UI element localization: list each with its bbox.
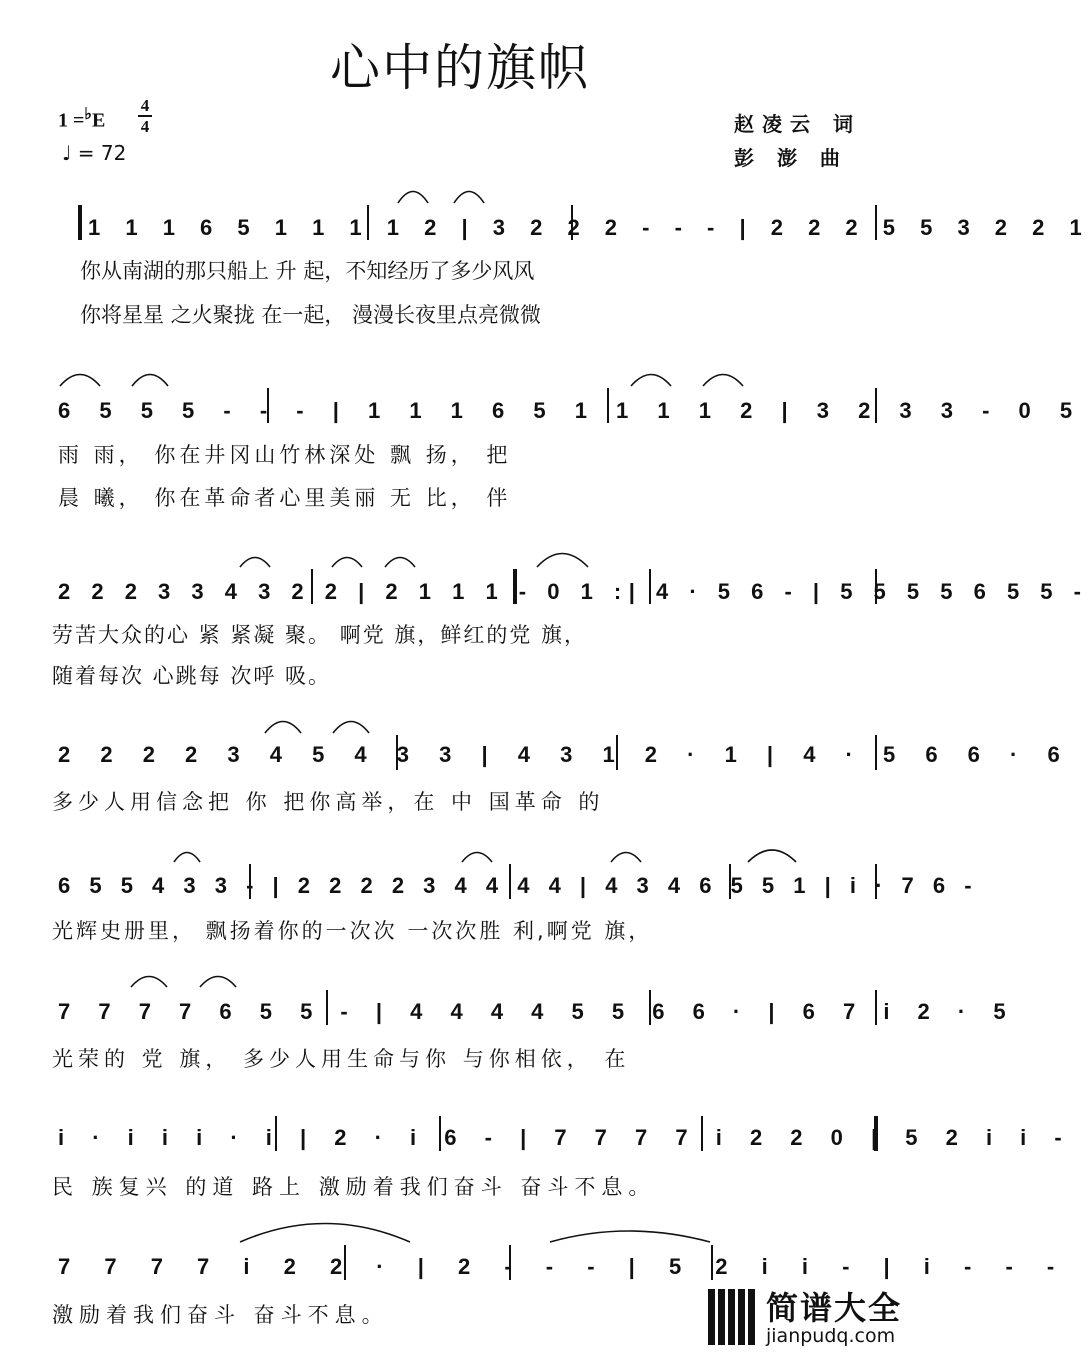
site-logo [706, 1283, 918, 1353]
lyric-line-1b: 你将星星 之火聚拢 在一起， 漫漫长夜里点亮微微 [80, 303, 542, 327]
slur [240, 1224, 410, 1243]
slur [265, 722, 301, 734]
slur [631, 375, 671, 387]
quarter-note-icon: ♩ [62, 141, 72, 165]
slur [398, 192, 428, 204]
logo-text: 简谱大全 [766, 1289, 903, 1327]
lyric-line-8: 激励着我们奋斗 奋斗不息。 [52, 1303, 389, 1327]
slur [174, 853, 200, 863]
piano-keys-icon [706, 1285, 762, 1349]
tempo-mark: ♩ = 72 [62, 141, 127, 165]
slur [550, 1231, 710, 1242]
lyric-line-2a: 雨 雨， 你在井冈山竹林深处 飘 扬， 把 [58, 443, 512, 467]
composer: 彭 澎 曲 [734, 146, 848, 170]
logo-url: jianpudq.com [766, 1325, 896, 1347]
slur [454, 192, 484, 204]
lyric-line-5: 光辉史册里， 飘扬着你的一次次 一次次胜 利,啊党 旗， [52, 919, 653, 943]
slur [537, 554, 588, 568]
score-page: 心中的旗帜 1 =♭E 4 4 ♩ = 72 赵凌云 词 彭 澎 曲 1 1 1 6 5 1 1 1 1 2 | 3 2 2 2 - - - | 2 2 2 5 5 3 2 2 1 你从南湖的那只船上 升 起，不知经历了多少风风 你将星星 之火聚拢 在一起， 漫漫长夜里点亮微微 6 5 5 5 - - - | 1 1 1 6 5 1 1 1 1 2 | 3 2 3 3 - 0 5 雨 雨， 你在井冈山竹林深处 飘 扬， 把 晨 曦， 你在革命者心里美丽 无 比， 伴 2 2 2 3 3 4 3 2 2 | 2 1 1 1 - 0 1 :| 4 · 5 6 - | 5 5 5 5 6 5 5 - 劳苦大众的心 紧 紧凝 聚。 啊党 旗，鲜红的党 旗， 随着每次 心跳每 次呼 吸。 2 2 2 2 3 4 5 4 3 3 | 4 3 1 2 · 1 | 4 · 5 6 6 · 6 多少人用信念把 你 把你高举，在 中 国革命 的 6 5 5 4 3 3 - | 2 2 2 2 3 4 4 4 4 | 4 3 4 6 5 5 1 | i · 7 6 - 光辉史册里， 飘扬着你的一次次 一次次胜 利,啊党 旗， 7 7 7 7 6 5 5 - | 4 4 4 4 5 5 6 6 · | 6 7 i 2 · 5 光荣的 党 旗， 多少人用生命与你 与你相依， 在 i · i i i · i | 2 · i 6 - | 7 7 7 7 i 2 2 0 | 5 2 i i - 民 族复兴 的道 路上 激励着我们奋斗 奋斗不息。 7 7 7 7 i 2 2 · | 2 - - - | 5 2 i i - | i - - - 激励着我们奋斗 奋斗不息。 简谱大全 jianpudq.com [0, 0, 920, 1353]
lyric-line-1a: 你从南湖的那只船上 升 起，不知经历了多少风风 [80, 259, 535, 283]
lyric-line-7: 民 族复兴 的道 路上 激励着我们奋斗 奋斗不息。 [52, 1175, 656, 1199]
slur [385, 558, 415, 568]
lyric-line-2b: 晨 曦， 你在革命者心里美丽 无 比， 伴 [58, 486, 512, 510]
slur [462, 853, 492, 863]
slur [131, 977, 167, 988]
slur [240, 558, 270, 568]
lyricist: 赵凌云 词 [734, 112, 861, 136]
lyric-line-6: 光荣的 党 旗， 多少人用生命与你 与你相依， 在 [52, 1047, 631, 1071]
lyric-line-3a: 劳苦大众的心 紧 紧凝 聚。 啊党 旗，鲜红的党 旗， [52, 623, 588, 647]
slur [200, 977, 236, 988]
slur [703, 375, 743, 387]
lyric-line-4: 多少人用信念把 你 把你高举，在 中 国革命 的 [52, 790, 605, 814]
key-signature: 1 =♭E [58, 106, 106, 132]
song-title: 心中的旗帜 [330, 39, 590, 97]
slur [60, 375, 100, 387]
slur [611, 853, 641, 863]
slur [132, 375, 168, 387]
time-signature: 4 4 [138, 97, 152, 135]
slur [748, 850, 796, 862]
slur [332, 558, 362, 568]
slur [333, 722, 369, 734]
lyric-line-3b: 随着每次 心跳每 次呼 吸。 [52, 664, 332, 688]
